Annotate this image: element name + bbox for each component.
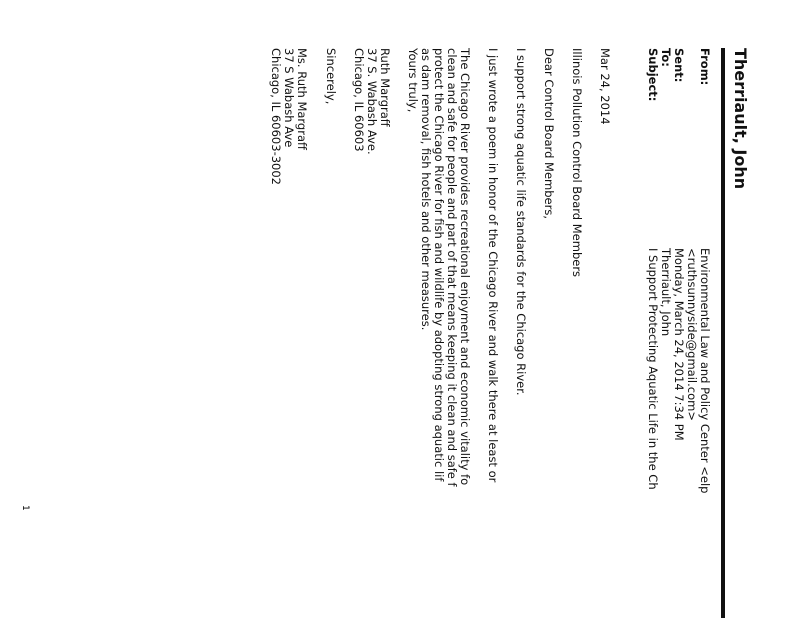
rotated-letter [190,48,750,618]
sent-value: Monday, March 24, 2014 7:34 PM [672,248,686,441]
paragraph-3-line: Yours truly, [406,48,420,113]
letter-date: Mar 24, 2014 [598,48,612,125]
signature-line: Ms. Ruth Margraff [295,48,309,150]
salutation: Dear Control Board Members, [542,48,556,219]
address-line: Chicago, IL 60603 [352,48,366,152]
from-value: Environmental Law and Policy Center <elp [698,248,712,494]
signature-line: Ruth Margraff [378,48,392,127]
address-line: 37 S Wabash Ave [282,48,296,148]
from-label: From: [698,48,712,86]
paragraph-3-line: as dam removal, fish hotels and other measures. [419,48,433,331]
paragraph-3-line: The Chicago River provides recreational enjoyment and economic vitality fo [458,48,472,486]
subject-label: Subject: [646,48,660,102]
recipient-name-heading: Therriault, John [731,48,750,190]
to-value: Therriault, John [659,248,673,337]
address-line: 37 S. Wabash Ave. [365,48,379,155]
subject-value: I Support Protecting Aquatic Life in the Ch [646,248,660,490]
letter-recipient: Illinois Pollution Control Board Members [570,48,584,278]
page-number: 1 [20,505,30,511]
sent-label: Sent: [672,48,686,83]
from-email: <ruthsunnyside@gmail.com> [685,248,699,421]
closing: Sincerely, [324,48,338,105]
heading-rule [721,48,725,618]
paragraph-3-line: protect the Chicago River for fish and wildlife by adopting strong aquatic lif [432,48,446,482]
paragraph-1: I support strong aquatic life standards for the Chicago River. [514,48,528,396]
paragraph-2: I just wrote a poem in honor of the Chicago River and walk there at least or [486,48,500,483]
address-line: Chicago, IL 60603-3002 [269,48,283,185]
paragraph-3-line: clean and safe for people and part of that means keeping it clean and safe f [445,48,459,487]
to-label: To: [659,48,673,67]
